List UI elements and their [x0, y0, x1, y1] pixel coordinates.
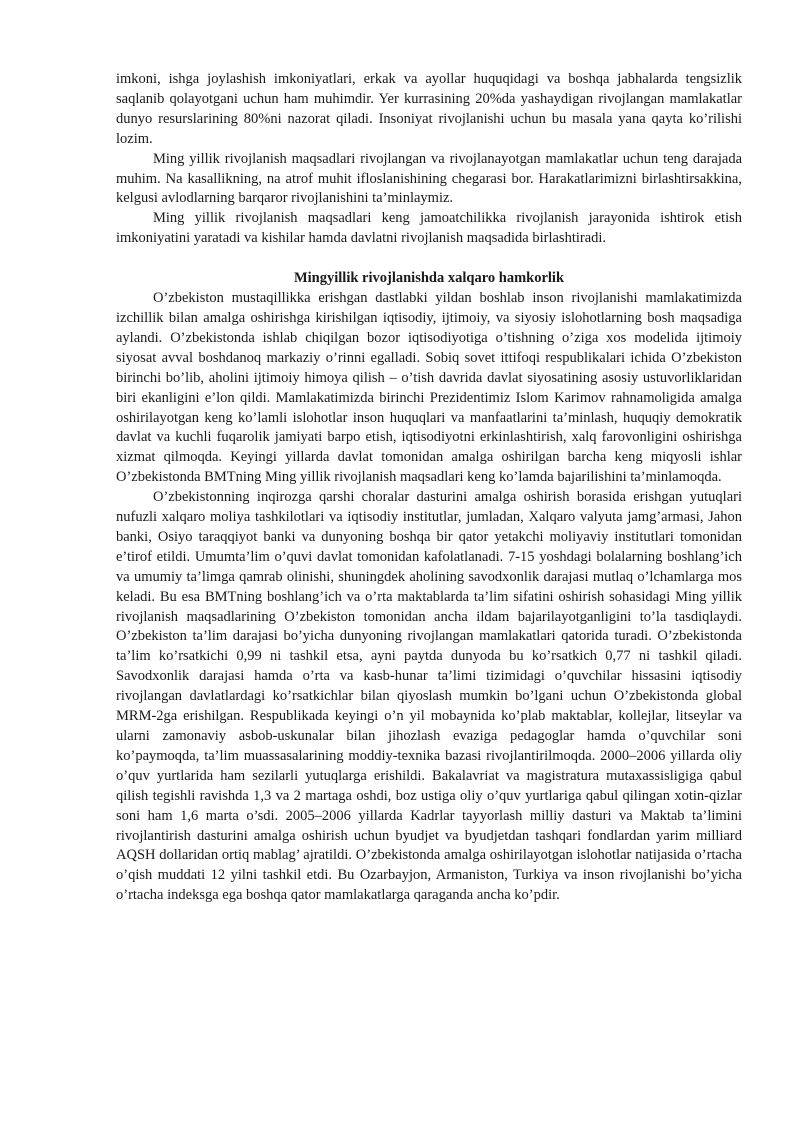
paragraph-4: O’zbekiston mustaqillikka erishgan dastlabki yildan boshlab inson rivojlanishi mamlakatimizda izchillik bilan amalga oshirishga kirishilgan iqtisodiy, ijtimoiy, va siyosiy islohotlarning bosh maqsadiga aylandi. O’zbekistonda ishlab chiqilgan bozor iqtisodiyotiga o’tishning o’ziga xos modelida ijtimoiy siyosat avval boshdanoq markaziy o’rinni egalladi. Sobiq sovet ittifoqi respublikalari ichida O’zbekiston birinchi bo’lib, aholini ijtimoiy himoya qilish – o’tish davrida davlat siyosatining asosiy ustuvorliklaridan biri ekanligini e’lon qildi. Mamlakatimizda birinchi Prezidentimiz Islom Karimov rahnamoligida amalga oshirilayotgan keng ko’lamli islohotlar inson huquqlari va manfaatlarini ta’minlash, huquqiy demokratik davlat va kuchli fuqarolik jamiyati barpo etish, iqtisodiyotni erkinlashtirish, xalq farovonligini oshirishga xizmat qilmoqda. Keyingi yillarda davlat tomonidan amalga oshirilgan barcha keng miqyosli ishlar O’zbekistonda BMTning Ming yillik rivojlanish maqsadlari keng ko’lamda bajarilishini ta’minlamoqda.: [116, 290, 742, 486]
section-heading: Mingyillik rivojlanishda xalqaro hamkorlik: [293, 270, 565, 287]
paragraph-3: Ming yillik rivojlanish maqsadlari keng jamoatchilikka rivojlanish jarayonida ishtirok etish imkoniyatini yaratadi va kishilar hamda davlatni rivojlanish maqsadida birlashtiradi.: [116, 210, 742, 247]
paragraph-5: O’zbekistonning inqirozga qarshi choralar dasturini amalga oshirish borasida erishgan yutuqlari nufuzli xalqaro moliya tashkilotlari va iqtisodiy institutlar, jumladan, Xalqaro valyuta jamg’armasi, Jahon banki, Osiyo taraqqiyot banki va dunyoning boshqa bir qator yetakchi moliyaviy institutlari tomonidan e’tirof etildi. Umumta’lim o’quvi davlat tomonidan kafolatlanadi. 7-15 yoshdagi bolalarning boshlang’ich va umumiy ta’limga qamrab olinishi, shuningdek aholining savodxonlik darajasi mutlaq o’lchamlarga mos keladi. Bu esa BMTning boshlang’ich va o’rta maktablarda ta’lim sifatini oshirish sohasidagi Ming yillik rivojlanish maqsadlarining O’zbekiston tomonidan ancha ildam bajarilayotganligini to’la tasdiqlaydi. O’zbekiston ta’lim darajasi bo’yicha dunyoning rivojlangan mamlakatlari qatorida turadi. O’zbekistonda ta’lim ko’rsatkichi 0,99 ni tashkil etsa, ayni paytda dunyoda bu ko’rsatkich 0,77 ni tashkil qiladi. Savodxonlik darajasi hamda o’rta va kasb-hunar ta’limi tizimidagi o’quvchilar hissasini iqtisodiy rivojlangan davlatlardagi ko’rsatkichlar bilan qiyoslash mumkin bo’lgani uchun O’zbekistonda global MRM-2ga erishilgan. Respublikada keyingi o’n yil mobaynida ko’plab maktablar, kollejlar, litseylar va ularni zamonaviy asbob-uskunalar bilan jihozlash evaziga pedagoglar hamda o’quvchilar soni ko’paymoqda, ta’lim muassasalarining moddiy-texnika bazasi rivojlantirilmoqda. 2000–2006 yillarda oliy o’quv yurtlarida ham sezilarli yutuqlarga erishildi. Bakalavriat va magistratura mutaxassisligiga qabul qilish tegishli ravishda 1,3 va 2 martaga oshdi, boz ustiga oliy o’quv yurtlariga qabul qilingan xotin-qizlar soni ham 1,6 marta o’sdi. 2005–2006 yillarda Kadrlar tayyorlash milliy dasturi va Maktab ta’limini rivojlantirish dasturini amalga oshirish uchun byudjet va byudjetdan tashqari fondlardan yarim milliard AQSH dollaridan ortiq mablag’ ajratildi. O’zbekistonda amalga oshirilayotgan islohotlar natijasida o’rtacha o’qish muddati 12 yilni tashkil etdi. Bu Ozarbayjon, Armaniston, Turkiya va inson rivojlanishi bo’yicha o’rtacha indeksga ega boshqa qator mamlakatlarga qaraganda ancha ko’pdir.: [116, 489, 742, 904]
paragraph-1: imkoni, ishga joylashish imkoniyatlari, erkak va ayollar huquqidagi va boshqa jabhalarda tengsizlik saqlanib qolayotgani uchun ham muhimdir. Yer kurrasining 20%da yashaydigan rivojlangan mamlakatlar dunyo resurslarining 80%ni nazorat qiladi. Insoniyat rivojlanishi uchun bu masala yana qayta ko’rilishi lozim.: [116, 71, 742, 147]
paragraph-2: Ming yillik rivojlanish maqsadlari rivojlangan va rivojlanayotgan mamlakatlar uchun teng darajada muhim. Na kasallikning, na atrof muhit ifloslanishining chegarasi bor. Harakatlarimizni birlashtirsakkina, kelgusi avlodlarning barqaror rivojlanishini ta’minlaymiz.: [116, 150, 742, 207]
document-page: [116, 70, 742, 906]
